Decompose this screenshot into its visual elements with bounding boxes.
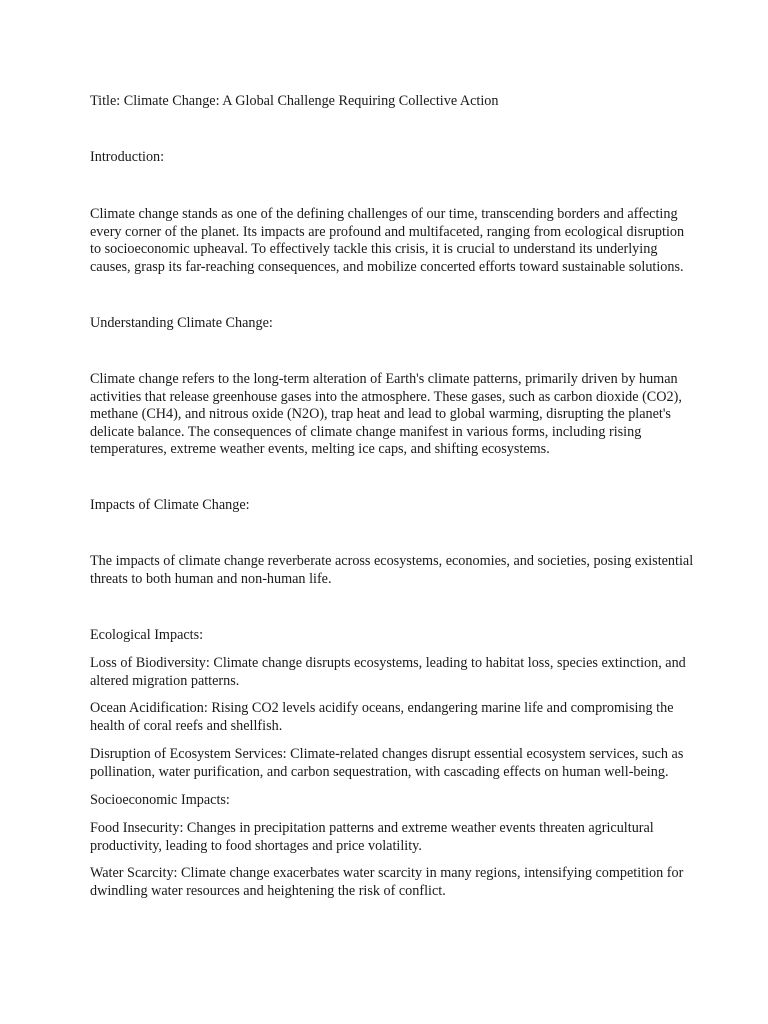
- document-title: Title: Climate Change: A Global Challenge Requiring Collective Action: [90, 93, 499, 109]
- paragraph-line: activities that release greenhouse gases into the atmosphere. These gases, such as carbon dioxide (CO2),: [90, 388, 682, 405]
- paragraph-line: methane (CH4), and nitrous oxide (N2O), trap heat and lead to global warming, disrupting the planet's: [90, 406, 671, 422]
- paragraph-line: to socioeconomic upheaval. To effectively tackle this crisis, it is crucial to understand its underlying: [90, 241, 658, 257]
- paragraph-line: productivity, leading to food shortages and price volatility.: [90, 837, 422, 854]
- introduction-heading: Introduction:: [90, 149, 165, 165]
- ecological-impacts-heading: Ecological Impacts:: [90, 627, 204, 643]
- paragraph-line: Loss of Biodiversity: Climate change disrupts ecosystems, leading to habitat loss, species extinction, and: [90, 655, 686, 671]
- paragraph-line: causes, grasp its far-reaching consequences, and mobilize concerted efforts toward sustainable solutions.: [90, 258, 684, 275]
- paragraph-line: Water Scarcity: Climate change exacerbates water scarcity in many regions, intensifying competition for: [90, 865, 684, 881]
- paragraph-line: The impacts of climate change reverberate across ecosystems, economies, and societies, posing existential: [90, 553, 694, 569]
- understanding-heading: Understanding Climate Change:: [90, 315, 273, 331]
- paragraph-line: temperatures, extreme weather events, melting ice caps, and shifting ecosystems.: [90, 441, 550, 457]
- paragraph-line: pollination, water purification, and carbon sequestration, with cascading effects on human well-being.: [90, 763, 669, 780]
- socioeconomic-impacts-heading: Socioeconomic Impacts:: [90, 792, 230, 808]
- paragraph-line: Food Insecurity: Changes in precipitation patterns and extreme weather events threaten agricultural: [90, 820, 654, 836]
- paragraph-line: dwindling water resources and heightening the risk of conflict.: [90, 882, 446, 899]
- paragraph-line: delicate balance. The consequences of climate change manifest in various forms, including rising: [90, 423, 642, 440]
- paragraph-line: Disruption of Ecosystem Services: Climate-related changes disrupt essential ecosystem services, such as: [90, 746, 684, 762]
- paragraph-line: health of coral reefs and shellfish.: [90, 717, 283, 734]
- paragraph-line: altered migration patterns.: [90, 672, 240, 689]
- paragraph-line: Climate change stands as one of the defining challenges of our time, transcending borders and affecting: [90, 206, 678, 222]
- paragraph-line: threats to both human and non-human life.: [90, 570, 332, 587]
- impacts-heading: Impacts of Climate Change:: [90, 497, 250, 513]
- paragraph-line: Climate change refers to the long-term alteration of Earth's climate patterns, primarily driven by human: [90, 371, 678, 387]
- paragraph-line: every corner of the planet. Its impacts are profound and multifaceted, ranging from ecological disruption: [90, 223, 685, 240]
- paragraph-line: Ocean Acidification: Rising CO2 levels acidify oceans, endangering marine life and compromising the: [90, 700, 674, 716]
